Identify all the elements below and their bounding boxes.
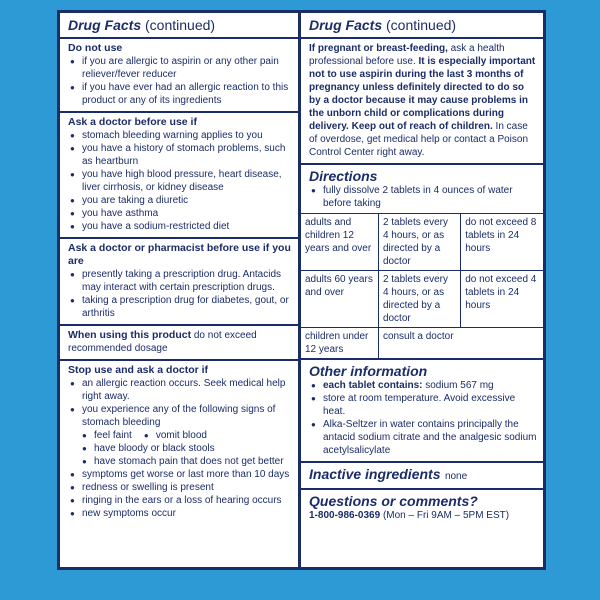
stop-use-heading: Stop use and ask a doctor if (68, 364, 209, 376)
inactive-ingredients-section (301, 463, 543, 490)
table-cell: adults and children 12 years and over (301, 214, 378, 271)
directions-section (301, 165, 543, 360)
stop-use-section (60, 361, 298, 524)
list-item: ● you have a history of stomach problems, such as heartburn (68, 142, 292, 168)
list-item: ● taking a prescription drug for diabetes, gout, or arthritis (68, 294, 292, 320)
when-using-section (60, 326, 298, 361)
phone-number: 1-800-986-0369 (309, 510, 381, 521)
directions-heading: Directions (309, 168, 378, 184)
table-cell: adults 60 years and over (301, 271, 378, 328)
inactive-heading: Inactive ingredients (309, 466, 441, 482)
left-header-title: Drug Facts (68, 17, 142, 33)
list-item: ● vomit blood (142, 429, 207, 442)
list-item: ● if you are allergic to aspirin or any other pain reliever/fever reducer (68, 55, 292, 81)
left-header (60, 13, 298, 39)
list-item: ● Alka-Seltzer in water contains principally the antacid sodium citrate and the analgesic sodium acetylsalicylate (309, 418, 537, 457)
overdose-text: In case of overdose, get medical help or contact a Poison Control Center right away. (309, 121, 529, 158)
right-header-title: Drug Facts (309, 17, 383, 33)
other-information-section (301, 360, 543, 463)
list-item: ● have stomach pain that does not get better (80, 455, 292, 468)
list-item: ● new symptoms occur (68, 507, 292, 520)
pregnancy-warning-section (301, 39, 543, 165)
left-column (60, 13, 301, 567)
list-item: ● you have asthma (68, 207, 292, 220)
ask-pharmacist-section (60, 239, 298, 326)
list-item: ● feel faint (80, 429, 132, 442)
tablet-contains-label: each tablet contains: (323, 380, 423, 391)
pregnant-lead: If pregnant or breast-feeding, (309, 43, 448, 54)
phone-hours: (Mon – Fri 9AM – 5PM EST) (380, 510, 510, 521)
pregnant-text: ask a health professional before use. (309, 43, 505, 67)
ask-doctor-section (60, 113, 298, 239)
list-item: ● fully dissolve 2 tablets in 4 ounces of water before taking (309, 184, 537, 210)
list-item: ● redness or swelling is present (68, 481, 292, 494)
right-column (301, 13, 543, 567)
ask-doctor-heading: Ask a doctor before use if (68, 116, 197, 128)
ask-pharmacist-heading: Ask a doctor or pharmacist before use if you are (68, 242, 291, 267)
list-item: ● stomach bleeding warning applies to you (68, 129, 292, 142)
do-not-use-heading: Do not use (68, 42, 123, 54)
right-header-continued: (continued) (386, 17, 457, 33)
list-item: ● an allergic reaction occurs. Seek medical help right away. (68, 377, 292, 403)
do-not-use-section (60, 39, 298, 113)
list-item: ● you are taking a diuretic (68, 194, 292, 207)
table-row (301, 271, 543, 328)
inactive-text: none (444, 471, 468, 482)
other-info-heading: Other information (309, 363, 428, 379)
list-item: ● presently taking a prescription drug. Antacids may interact with certain prescription drugs. (68, 268, 292, 294)
list-item: ● symptoms get worse or last more than 10 days (68, 468, 292, 481)
list-item: ● have bloody or black stools (80, 442, 292, 455)
drug-facts-panel (57, 10, 546, 570)
table-cell: 2 tablets every 4 hours, or as directed by a doctor (378, 271, 460, 328)
table-cell: children under 12 years (301, 328, 378, 359)
left-header-continued: (continued) (145, 17, 216, 33)
table-cell: 2 tablets every 4 hours, or as directed by a doctor (378, 214, 460, 271)
list-item (309, 379, 537, 392)
when-using-heading: When using this product (68, 329, 192, 341)
right-header (301, 13, 543, 39)
list-item: ● you experience any of the following signs of stomach bleeding (68, 403, 292, 429)
questions-heading: Questions or comments? (309, 493, 478, 509)
table-cell: do not exceed 8 tablets in 24 hours (461, 214, 543, 271)
sodium-content: sodium 567 mg (422, 380, 494, 391)
table-row (301, 328, 543, 359)
when-using-text: do not exceed recommended dosage (68, 330, 257, 354)
directions-table (301, 213, 543, 358)
pregnant-bold-warning: It is especially important not to use aspirin during the last 3 months of pregnancy unless definitely directed to do so by a doctor because it may cause problems in the unborn child or complications during delivery. (309, 56, 536, 132)
table-row (301, 214, 543, 271)
list-item: ● ringing in the ears or a loss of hearing occurs (68, 494, 292, 507)
keep-out-of-reach: Keep out of reach of children. (351, 121, 493, 132)
list-item: ● you have high blood pressure, heart disease, liver cirrhosis, or kidney disease (68, 168, 292, 194)
list-item: ● you have a sodium-restricted diet (68, 220, 292, 233)
table-cell: consult a doctor (378, 328, 543, 359)
list-item: ● if you have ever had an allergic reaction to this product or any of its ingredients (68, 81, 292, 107)
list-item: ● store at room temperature. Avoid excessive heat. (309, 392, 537, 418)
questions-section (301, 490, 543, 526)
table-cell: do not exceed 4 tablets in 24 hours (461, 271, 543, 328)
